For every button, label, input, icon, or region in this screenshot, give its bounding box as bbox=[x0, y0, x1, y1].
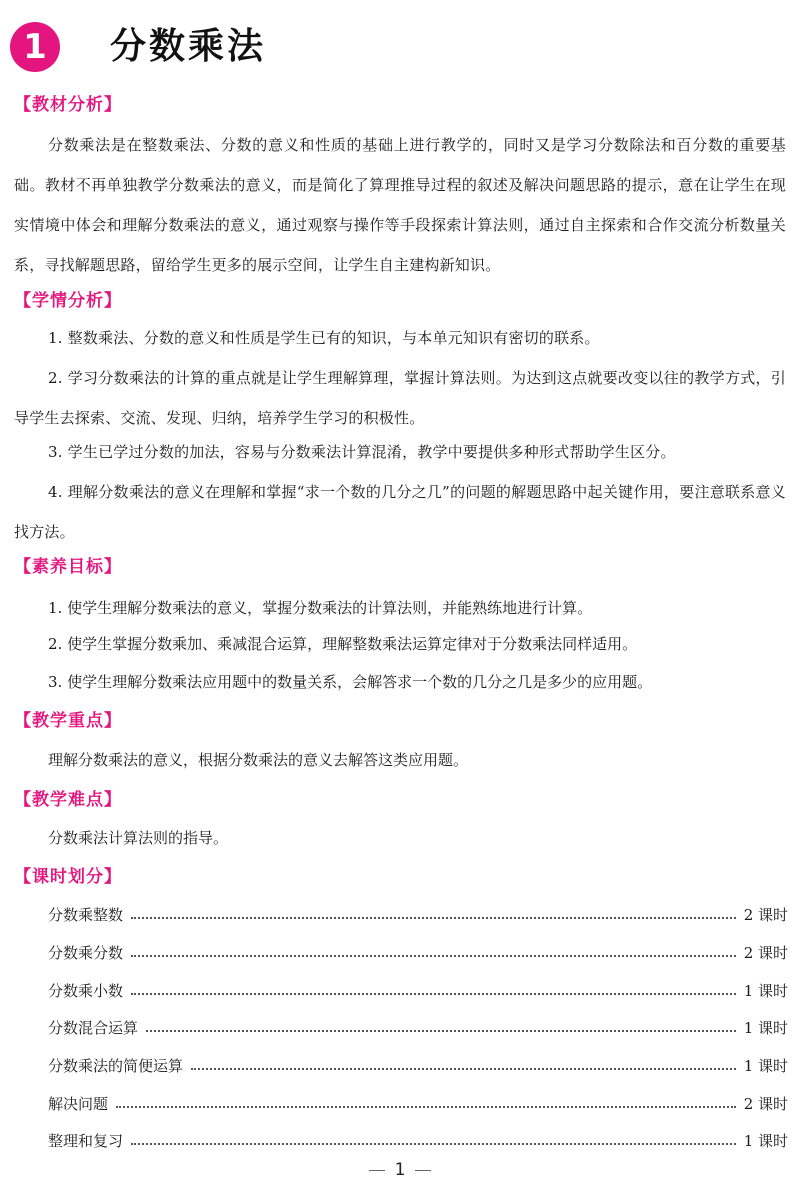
schedule-hours: 1 课时 bbox=[743, 1019, 788, 1037]
section-heading-difficult-points: 【教学难点】 bbox=[14, 790, 122, 810]
section-heading-schedule: 【课时划分】 bbox=[14, 867, 122, 887]
section-heading-textbook-analysis: 【教材分析】 bbox=[14, 95, 122, 115]
dot-leader bbox=[116, 1106, 736, 1108]
schedule-row bbox=[48, 1094, 788, 1114]
student-analysis-item: 2. 学习分数乘法的计算的重点就是让学生理解算理，掌握计算法则。为达到这点就要改变以往的教学方式，引导学生去探索、交流、发现、归纳，培养学生学习的积极性。 bbox=[14, 369, 786, 427]
student-analysis-item: 3. 学生已学过分数的加法，容易与分数乘法计算混淆，教学中要提供多种形式帮助学生区分。 bbox=[48, 443, 676, 461]
schedule-hours: 2 课时 bbox=[743, 1095, 788, 1113]
schedule-hours: 1 课时 bbox=[743, 1132, 788, 1150]
page-number-dash-left bbox=[369, 1170, 385, 1171]
schedule-hours: 1 课时 bbox=[743, 982, 788, 1000]
unit-title: 分数乘法 bbox=[110, 26, 267, 67]
schedule-topic: 分数乘分数 bbox=[48, 944, 124, 962]
section-heading-key-points: 【教学重点】 bbox=[14, 711, 122, 731]
unit-header bbox=[10, 18, 790, 78]
schedule-row bbox=[48, 943, 788, 963]
dot-leader bbox=[131, 1143, 736, 1145]
literacy-goal-item: 2. 使学生掌握分数乘加、乘减混合运算，理解整数乘法运算定律对于分数乘法同样适用。 bbox=[48, 635, 638, 653]
dot-leader bbox=[131, 993, 736, 995]
literacy-goal-item: 3. 使学生理解分数乘法应用题中的数量关系，会解答求一个数的几分之几是多少的应用题。 bbox=[48, 673, 653, 691]
schedule-row bbox=[48, 981, 788, 1001]
literacy-goal-item: 1. 使学生理解分数乘法的意义，掌握分数乘法的计算法则，并能熟练地进行计算。 bbox=[48, 599, 593, 617]
schedule-topic: 整理和复习 bbox=[48, 1132, 124, 1150]
schedule-hours: 1 课时 bbox=[743, 1057, 788, 1075]
schedule-row bbox=[48, 1056, 788, 1076]
section-heading-student-analysis: 【学情分析】 bbox=[14, 291, 122, 311]
schedule-hours: 2 课时 bbox=[743, 906, 788, 924]
schedule-row bbox=[48, 905, 788, 925]
page-number-value: 1 bbox=[394, 1160, 406, 1180]
schedule-row bbox=[48, 1018, 788, 1038]
dot-leader bbox=[131, 955, 736, 957]
unit-number-badge: 1 bbox=[10, 22, 60, 72]
dot-leader bbox=[131, 917, 736, 919]
schedule-topic: 分数乘整数 bbox=[48, 906, 124, 924]
dot-leader bbox=[146, 1030, 736, 1032]
schedule-topic: 分数乘小数 bbox=[48, 982, 124, 1000]
page-number-dash-right bbox=[415, 1170, 431, 1171]
schedule-topic: 解决问题 bbox=[48, 1095, 109, 1113]
student-analysis-item: 4. 理解分数乘法的意义在理解和掌握“求一个数的几分之几”的问题的解题思路中起关键作用，要注意联系意义找方法。 bbox=[14, 483, 786, 541]
student-analysis-item: 1. 整数乘法、分数的意义和性质是学生已有的知识，与本单元知识有密切的联系。 bbox=[48, 329, 600, 347]
schedule-topic: 分数混合运算 bbox=[48, 1019, 139, 1037]
dot-leader bbox=[191, 1068, 736, 1070]
schedule-topic: 分数乘法的简便运算 bbox=[48, 1057, 184, 1075]
difficult-points-text: 分数乘法计算法则的指导。 bbox=[48, 829, 229, 847]
section-heading-literacy-goals: 【素养目标】 bbox=[14, 557, 122, 577]
key-points-text: 理解分数乘法的意义，根据分数乘法的意义去解答这类应用题。 bbox=[48, 751, 469, 769]
textbook-analysis-paragraph: 分数乘法是在整数乘法、分数的意义和性质的基础上进行教学的，同时又是学习分数除法和百分数的重要基础。教材不再单独教学分数乘法的意义，而是简化了算理推导过程的叙述及解决问题思路的提示，意在让学生在现实情境中体会和理解分数乘法的意义，通过观察与操作等手段探索计算法则，通过自主探索和合作交流分析数量关系，寻找解题思路，留给学生更多的展示空间，让学生自主建构新知识。 bbox=[14, 136, 786, 274]
page-number bbox=[0, 1160, 800, 1180]
schedule-row bbox=[48, 1131, 788, 1151]
schedule-hours: 2 课时 bbox=[743, 944, 788, 962]
